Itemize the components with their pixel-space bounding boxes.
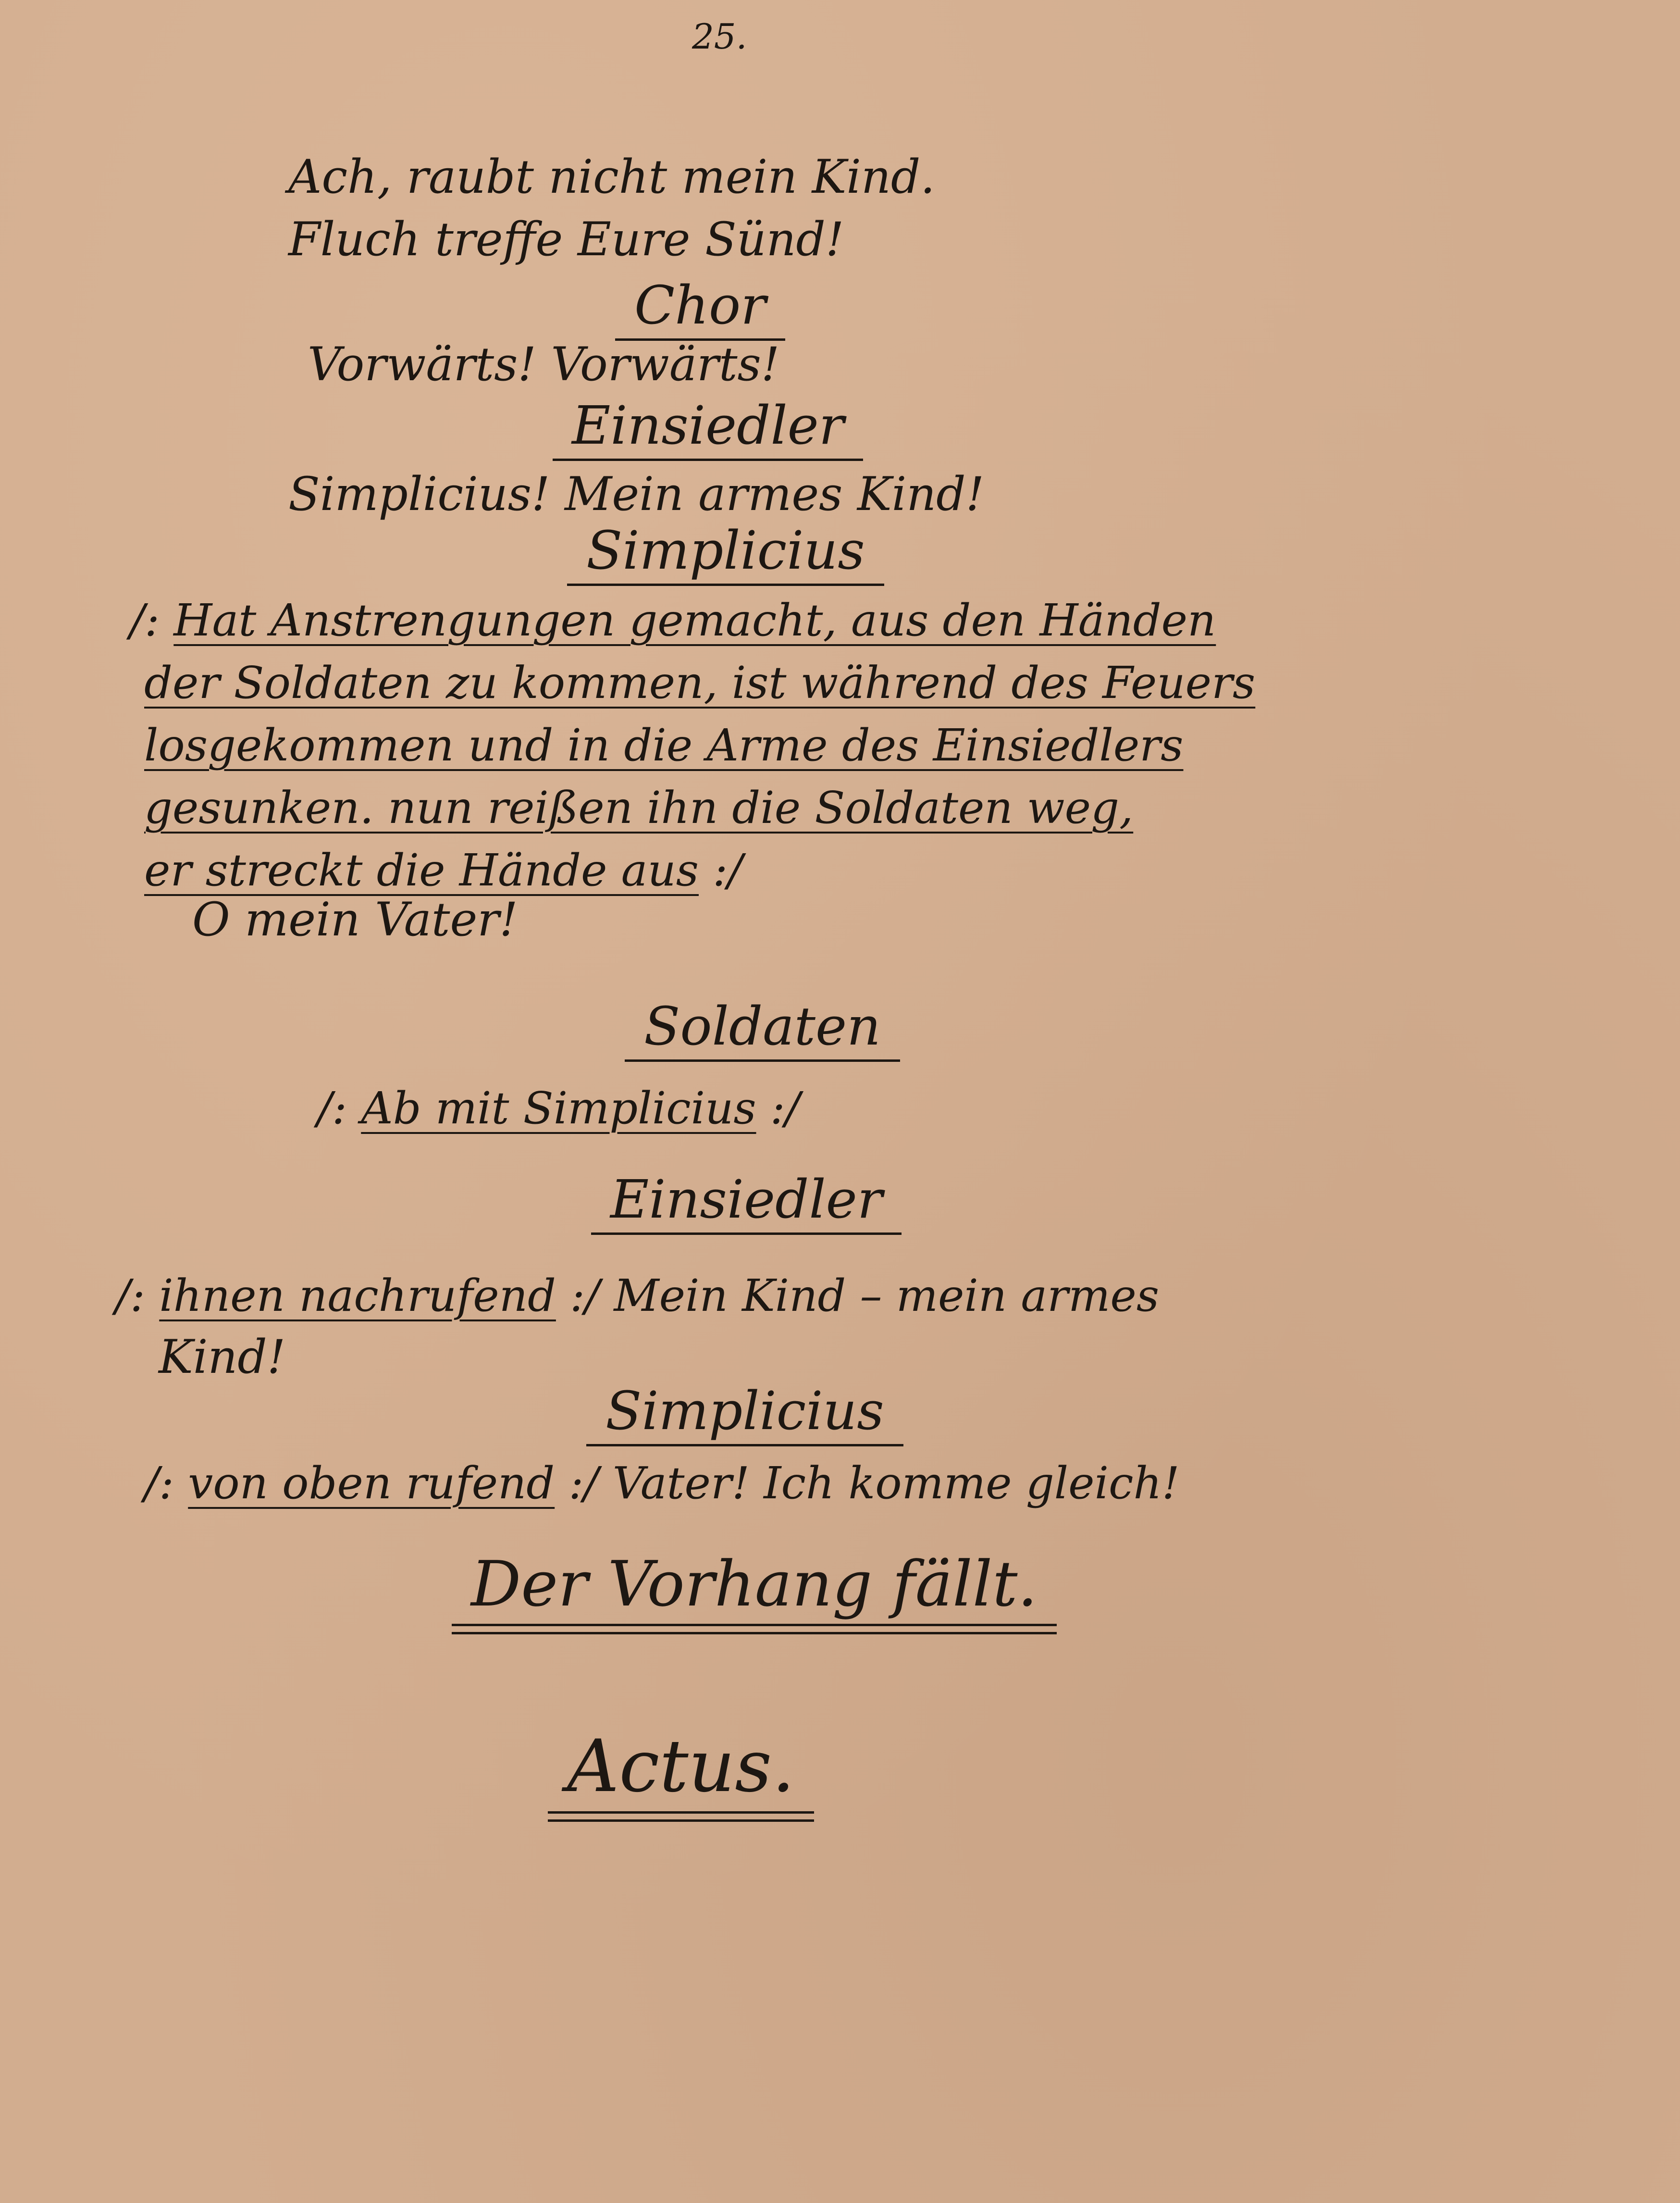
direction-open-marker: /: — [130, 595, 174, 646]
speaker-heading: Chor — [615, 279, 785, 341]
stage-direction: Hat Anstrengungen gemacht, aus den Händen — [173, 595, 1216, 646]
direction-close-marker: :/ — [699, 845, 743, 896]
speaker-heading: Einsiedler — [591, 1173, 902, 1235]
act-heading: Actus. — [548, 1730, 814, 1814]
stage-direction-line — [144, 782, 1134, 834]
verse-line: Kind! — [159, 1330, 286, 1384]
verse-line: Vater! Ich komme gleich! — [612, 1457, 1180, 1509]
stage-direction: gesunken. nun reißen ihn die Soldaten weg, — [144, 782, 1134, 834]
verse-line: Fluch treffe Eure Sünd! — [288, 212, 844, 266]
speaker-heading: Simplicius — [567, 524, 884, 586]
verse-line: Ach, raubt nicht mein Kind. — [288, 150, 935, 204]
direction-close-marker: :/ — [556, 1270, 600, 1321]
stage-direction-line — [144, 1457, 1180, 1509]
direction-open-marker: /: — [144, 1457, 188, 1509]
verse-line: Vorwärts! Vorwärts! — [308, 337, 780, 391]
stage-direction-line — [130, 595, 1216, 646]
stage-direction: ihnen nachrufend — [159, 1270, 556, 1321]
stage-direction: der Soldaten zu kommen, ist während des Feuers — [144, 657, 1256, 709]
stage-direction-line — [144, 720, 1184, 771]
stage-direction: von oben rufend — [188, 1457, 555, 1509]
verse-line: O mein Vater! — [192, 893, 518, 946]
stage-direction: losgekommen und in die Arme des Einsiedlers — [144, 720, 1184, 771]
direction-open-marker: /: — [317, 1083, 361, 1134]
direction-close-marker: :/ — [555, 1457, 599, 1509]
stage-direction: Ab mit Simplicius — [361, 1083, 756, 1134]
stage-direction-line — [115, 1270, 1160, 1321]
stage-direction: er streckt die Hände aus — [144, 845, 699, 896]
verse-line — [598, 1457, 612, 1509]
direction-close-marker: :/ — [756, 1083, 800, 1134]
speaker-heading: Soldaten — [625, 1000, 900, 1062]
curtain-heading: Der Vorhang fällt. — [452, 1553, 1057, 1626]
page-number: 25. — [692, 16, 747, 57]
stage-direction-line — [144, 845, 743, 896]
stage-direction-line — [144, 657, 1256, 709]
verse-line: Simplicius! Mein armes Kind! — [288, 467, 985, 521]
verse-line: Mein Kind – mein armes — [614, 1270, 1160, 1321]
stage-direction-line — [317, 1083, 800, 1134]
speaker-heading: Simplicius — [586, 1384, 903, 1446]
speaker-heading: Einsiedler — [553, 399, 863, 461]
verse-line — [600, 1270, 614, 1321]
direction-open-marker: /: — [115, 1270, 160, 1321]
